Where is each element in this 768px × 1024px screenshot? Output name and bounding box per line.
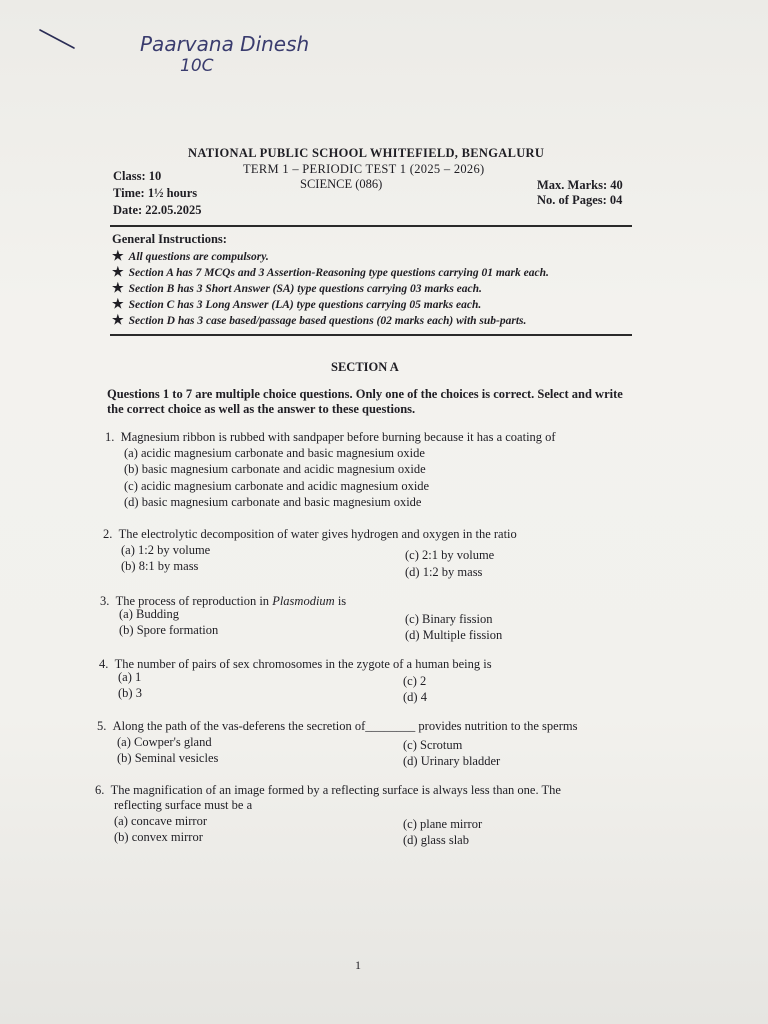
max-marks: Max. Marks: 40 — [537, 178, 623, 192]
q2-option-d: (d) 1:2 by mass — [405, 565, 483, 579]
q5-option-b: (b) Seminal vesicles — [117, 751, 219, 765]
handwritten-class: 10C — [180, 56, 214, 76]
section-a-title: SECTION A — [331, 360, 399, 374]
q1-option-c: (c) acidic magnesium carbonate and acidic magnesium oxide — [124, 479, 430, 493]
q3-option-a: (a) Budding — [119, 607, 180, 621]
q4-option-d: (d) 4 — [403, 690, 427, 704]
q4-option-c: (c) 2 — [403, 674, 427, 688]
q6-option-b: (b) convex mirror — [114, 830, 203, 844]
q2-option-a: (a) 1:2 by volume — [121, 543, 211, 557]
page-count: No. of Pages: 04 — [537, 193, 623, 207]
q1-option-d: (d) basic magnesium carbonate and basic magnesium oxide — [124, 495, 422, 509]
pen-stroke-mark — [38, 26, 78, 56]
question-1: 1. Magnesium ribbon is rubbed with sandpaper before burning because it has a coating of — [105, 430, 556, 444]
question-6: 6. The magnification of an image formed by a reflecting surface is always less than one. The — [95, 783, 561, 797]
q1-option-b: (b) basic magnesium carbonate and acidic magnesium oxide — [124, 462, 426, 476]
time-label: Time: 1½ hours — [113, 186, 198, 200]
question-6-line-2: reflecting surface must be a — [114, 798, 253, 812]
q5-option-a: (a) Cowper's gland — [117, 735, 212, 749]
q6-option-c: (c) plane mirror — [403, 817, 483, 831]
instruction-item: ★ Section C has 3 Long Answer (LA) type questions carrying 05 marks each. — [112, 296, 482, 311]
term-title: TERM 1 – PERIODIC TEST 1 (2025 – 2026) — [243, 162, 485, 176]
q3-option-b: (b) Spore formation — [119, 623, 219, 637]
q5-option-c: (c) Scrotum — [403, 738, 463, 752]
q3-option-c: (c) Binary fission — [405, 612, 493, 626]
question-2: 2. The electrolytic decomposition of water gives hydrogen and oxygen in the ratio — [103, 527, 517, 541]
date-label: Date: 22.05.2025 — [113, 203, 202, 217]
q2-option-c: (c) 2:1 by volume — [405, 548, 495, 562]
school-name: NATIONAL PUBLIC SCHOOL WHITEFIELD, BENGALURU — [188, 146, 545, 160]
header-divider — [110, 225, 632, 227]
q5-option-d: (d) Urinary bladder — [403, 754, 501, 768]
instructions-title: General Instructions: — [112, 232, 227, 246]
q4-option-b: (b) 3 — [118, 686, 142, 700]
instruction-item: ★ Section B has 3 Short Answer (SA) type questions carrying 03 marks each. — [112, 280, 482, 295]
star-icon: ★ — [112, 248, 124, 263]
instruction-item: ★ All questions are compulsory. — [112, 248, 269, 263]
star-icon: ★ — [112, 296, 124, 311]
star-icon: ★ — [112, 312, 124, 327]
q1-option-a: (a) acidic magnesium carbonate and basic magnesium oxide — [124, 446, 425, 460]
star-icon: ★ — [112, 264, 124, 279]
handwritten-name: Paarvana Dinesh — [140, 32, 310, 56]
question-4: 4. The number of pairs of sex chromosomes in the zygote of a human being is — [99, 657, 492, 671]
question-3: 3. The process of reproduction in Plasmodium is — [100, 594, 347, 608]
q6-option-a: (a) concave mirror — [114, 814, 207, 828]
instructions-divider — [110, 334, 632, 336]
q3-option-d: (d) Multiple fission — [405, 628, 503, 642]
instruction-item: ★ Section D has 3 case based/passage based questions (02 marks each) with sub-parts. — [112, 312, 527, 327]
q2-option-b: (b) 8:1 by mass — [121, 559, 199, 573]
section-a-instructions: Questions 1 to 7 are multiple choice questions. Only one of the choices is correct. Select and write the correct choice as well as the answer to these questions. — [107, 387, 623, 416]
q4-option-a: (a) 1 — [118, 670, 142, 684]
page-number: 1 — [355, 958, 361, 972]
question-5: 5. Along the path of the vas-deferens the secretion of________ provides nutrition to the sperms — [97, 719, 578, 733]
class-label: Class: 10 — [113, 169, 162, 183]
subject-code: SCIENCE (086) — [300, 177, 383, 191]
instruction-item: ★ Section A has 7 MCQs and 3 Assertion-Reasoning type questions carrying 01 mark each. — [112, 264, 549, 279]
star-icon: ★ — [112, 280, 124, 295]
q6-option-d: (d) glass slab — [403, 833, 469, 847]
